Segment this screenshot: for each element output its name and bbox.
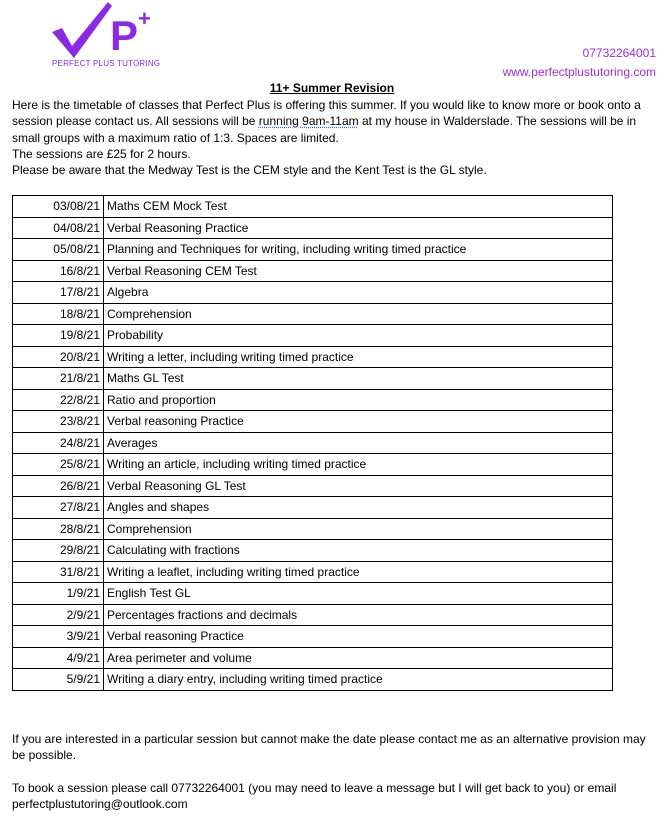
- session-date: 03/08/21: [13, 196, 104, 218]
- session-date: 25/8/21: [13, 454, 104, 476]
- session-date: 16/8/21: [13, 260, 104, 282]
- table-row: [13, 389, 613, 411]
- session-topic: Ratio and proportion: [104, 389, 613, 411]
- table-row: [13, 583, 613, 605]
- logo-tagline: PERFECT PLUS TUTORING: [52, 59, 161, 68]
- price-text: The sessions are £25 for 2 hours.: [12, 146, 191, 161]
- session-topic: Verbal Reasoning CEM Test: [104, 260, 613, 282]
- session-topic: Writing an article, including writing timed practice: [104, 454, 613, 476]
- table-row: [13, 497, 613, 519]
- session-date: 1/9/21: [13, 583, 104, 605]
- session-date: 27/8/21: [13, 497, 104, 519]
- session-date: 22/8/21: [13, 389, 104, 411]
- session-date: 04/08/21: [13, 217, 104, 239]
- table-row: [13, 217, 613, 239]
- session-topic: Area perimeter and volume: [104, 647, 613, 669]
- session-date: 28/8/21: [13, 518, 104, 540]
- intro-text-b: at my house in Walderslade. The sessions will be in small groups with a maximum ratio of 1:3. Spaces are limited.: [12, 114, 637, 145]
- session-topic: Angles and shapes: [104, 497, 613, 519]
- contact-block: [503, 44, 656, 82]
- table-row: [13, 411, 613, 433]
- intro-paragraph: [12, 97, 657, 146]
- session-topic: Verbal Reasoning Practice: [104, 217, 613, 239]
- session-topic: Verbal Reasoning GL Test: [104, 475, 613, 497]
- session-topic: Calculating with fractions: [104, 540, 613, 562]
- timetable: [12, 195, 613, 691]
- table-row: [13, 260, 613, 282]
- test-style-note: Please be aware that the Medway Test is the CEM style and the Kent Test is the GL style.: [12, 163, 487, 178]
- footer-text: [12, 731, 657, 828]
- session-date: 23/8/21: [13, 411, 104, 433]
- session-topic: Percentages fractions and decimals: [104, 604, 613, 626]
- page-title: 11+ Summer Revision: [269, 81, 395, 95]
- table-row: [13, 561, 613, 583]
- session-topic: Comprehension: [104, 303, 613, 325]
- logo-plus: +: [138, 6, 151, 31]
- session-topic: Planning and Techniques for writing, including writing timed practice: [104, 239, 613, 261]
- session-date: 18/8/21: [13, 303, 104, 325]
- session-date: 31/8/21: [13, 561, 104, 583]
- session-date: 4/9/21: [13, 647, 104, 669]
- table-row: [13, 669, 613, 691]
- table-row: [13, 475, 613, 497]
- website-link[interactable]: www.perfectplustutoring.com: [502, 65, 656, 79]
- session-date: 05/08/21: [13, 239, 104, 261]
- table-row: [13, 518, 613, 540]
- table-row: [13, 239, 613, 261]
- session-topic: Probability: [104, 325, 613, 347]
- session-topic: Averages: [104, 432, 613, 454]
- intro-text: [12, 97, 657, 178]
- session-date: 3/9/21: [13, 626, 104, 648]
- table-row: [13, 626, 613, 648]
- session-topic: Comprehension: [104, 518, 613, 540]
- session-date: 24/8/21: [13, 432, 104, 454]
- session-date: 21/8/21: [13, 368, 104, 390]
- session-topic: Writing a diary entry, including writing timed practice: [104, 669, 613, 691]
- session-date: 17/8/21: [13, 282, 104, 304]
- table-row: [13, 346, 613, 368]
- phone-number: 07732264001: [582, 46, 656, 60]
- table-row: [13, 540, 613, 562]
- session-topic: Writing a letter, including writing timed practice: [104, 346, 613, 368]
- session-topic: Algebra: [104, 282, 613, 304]
- session-topic: English Test GL: [104, 583, 613, 605]
- session-date: 19/8/21: [13, 325, 104, 347]
- intro-text-a: Here is the timetable of classes that Perfect Plus is offering this summer. If you would like to know more or book onto a session please contact us. All sessions will be: [12, 98, 641, 129]
- table-row: [13, 196, 613, 218]
- table-row: [13, 303, 613, 325]
- session-topic: Maths CEM Mock Test: [104, 196, 613, 218]
- session-topic: Verbal reasoning Practice: [104, 626, 613, 648]
- session-topic: Maths GL Test: [104, 368, 613, 390]
- table-row: [13, 604, 613, 626]
- session-date: 26/8/21: [13, 475, 104, 497]
- checkmark-icon: [52, 2, 112, 58]
- session-topic: Verbal reasoning Practice: [104, 411, 613, 433]
- alternative-provision-note: If you are interested in a particular session but cannot make the date please contact me as an alternative provision may be possible.: [12, 732, 646, 763]
- table-row: [13, 325, 613, 347]
- table-row: [13, 432, 613, 454]
- session-date: 29/8/21: [13, 540, 104, 562]
- booking-info: To book a session please call 07732264001 (you may need to leave a message but I will get back to you) or email perfectplustutoring@outlook.com: [12, 780, 617, 811]
- session-date: 2/9/21: [13, 604, 104, 626]
- session-date: 20/8/21: [13, 346, 104, 368]
- logo-letter: P: [110, 12, 139, 59]
- table-row: [13, 368, 613, 390]
- session-date: 5/9/21: [13, 669, 104, 691]
- table-row: [13, 454, 613, 476]
- table-row: [13, 647, 613, 669]
- table-row: [13, 282, 613, 304]
- session-topic: Writing a leaflet, including writing timed practice: [104, 561, 613, 583]
- running-time-text: running 9am-11am: [258, 114, 359, 129]
